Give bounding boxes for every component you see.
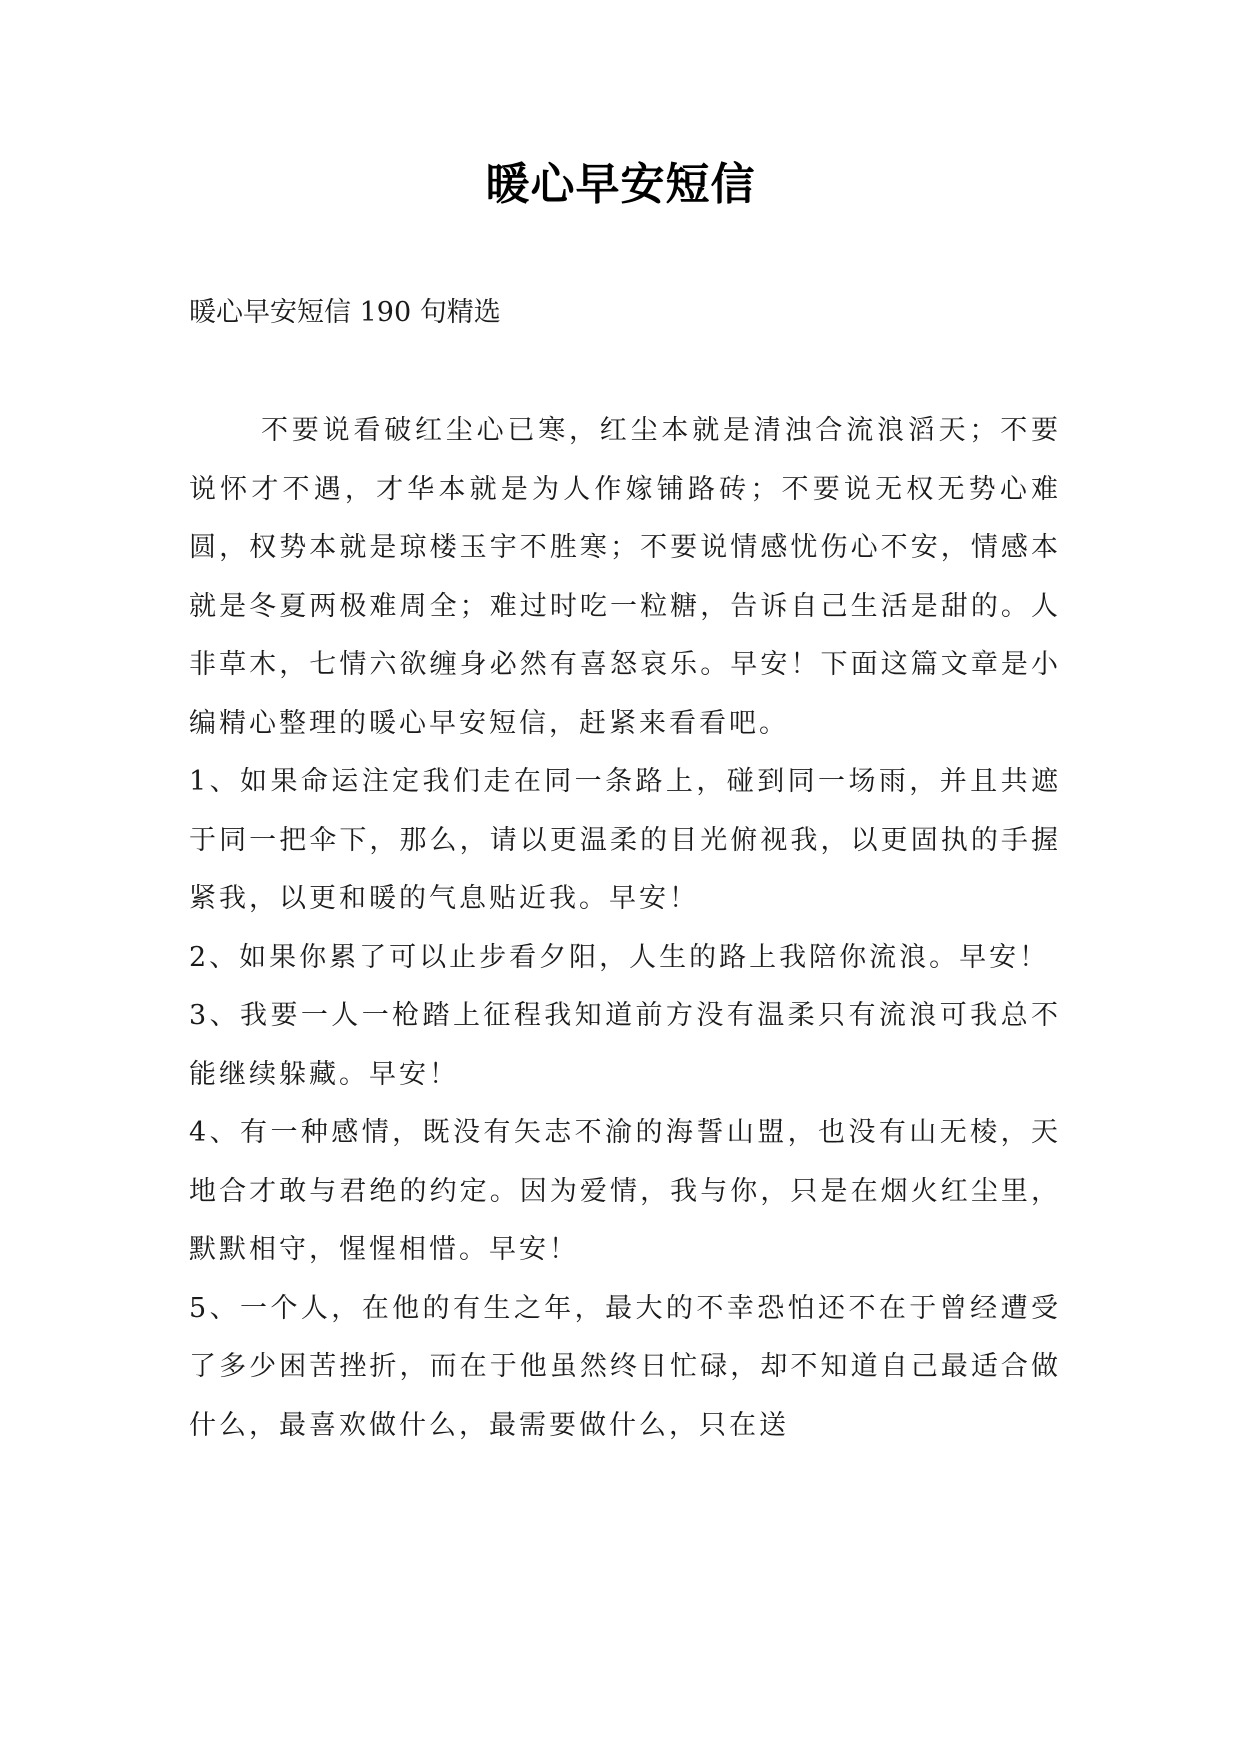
list-item-4: 4、有一种感情，既没有矢志不渝的海誓山盟，也没有山无棱，天地合才敢与君绝的约定。因为爱情，我与你，只是在烟火红尘里，默默相守，惺惺相惜。早安！ (189, 1117, 1061, 1265)
list-item-1: 1、如果命运注定我们走在同一条路上，碰到同一场雨，并且共遮于同一把伞下，那么，请以更温柔的目光俯视我，以更固执的手握紧我，以更和暖的气息贴近我。早安！ (189, 766, 1061, 914)
list-item-3: 3、我要一人一枪踏上征程我知道前方没有温柔只有流浪可我总不能继续躲藏。早安！ (189, 1000, 1061, 1090)
document-body (189, 402, 1061, 1455)
document-title: 暖心早安短信 (485, 159, 756, 210)
intro-paragraph: 不要说看破红尘心已寒，红尘本就是清浊合流浪滔天；不要说怀才不遇，才华本就是为人作嫁铺路砖；不要说无权无势心难圆，权势本就是琼楼玉宇不胜寒；不要说情感忧伤心不安，情感本就是冬夏两极难周全；难过时吃一粒糖，告诉自己生活是甜的。人非草木，七情六欲缠身必然有喜怒哀乐。早安！下面这篇文章是小编精心整理的暖心早安短信，赶紧来看看吧。 (189, 415, 1061, 739)
document-subtitle: 暖心早安短信 190 句精选 (189, 297, 501, 328)
list-item-2: 2、如果你累了可以止步看夕阳，人生的路上我陪你流浪。早安！ (189, 941, 1050, 973)
list-item-5: 5、一个人，在他的有生之年，最大的不幸恐怕还不在于曾经遭受了多少困苦挫折，而在于他虽然终日忙碌，却不知道自己最适合做什么，最喜欢做什么，最需要做什么，只在送 (189, 1292, 1061, 1441)
